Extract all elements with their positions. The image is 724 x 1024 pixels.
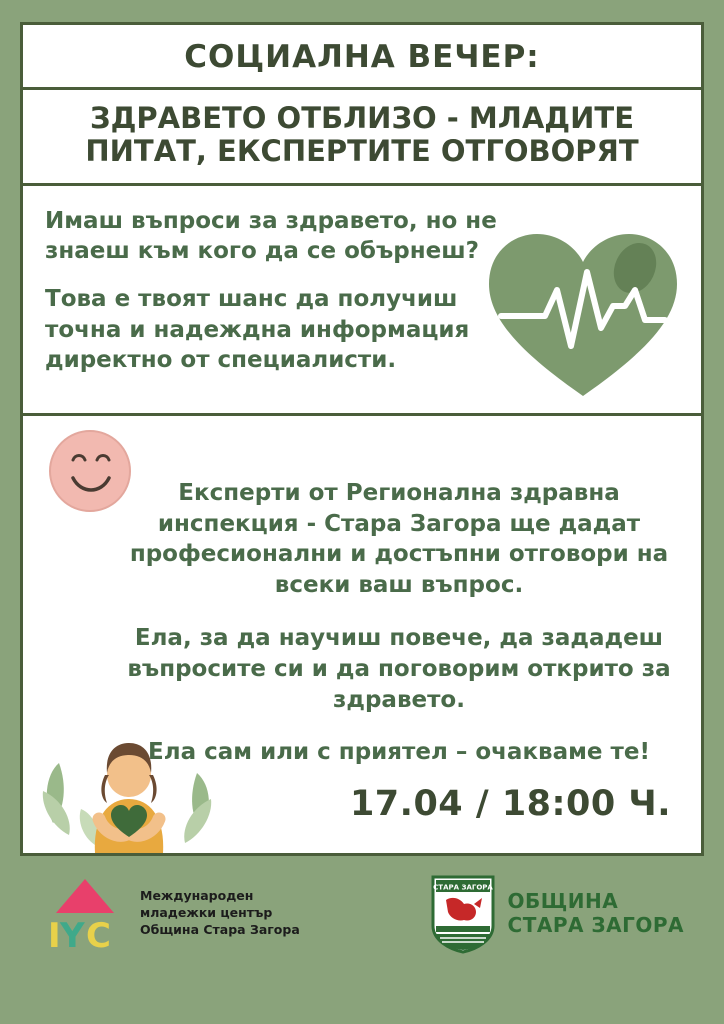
intro-paragraph-1: Имаш въпроси за здравето, но не знаеш към кого да се обърнеш?	[45, 207, 497, 265]
stara-zagora-coat-of-arms-icon	[430, 874, 496, 954]
main-paragraph-1: Експерти от Регионална здравна инспекция - Стара Загора ще дадат професионални и достъпни отговори на всеки ваш въпрос.	[129, 479, 669, 599]
municipality-line-2: СТАРА ЗАГОРА	[507, 912, 684, 937]
svg-text:I: I	[48, 915, 61, 955]
municipality-line-1: ОБЩИНА	[507, 889, 619, 914]
main-text	[41, 434, 683, 769]
svg-text:C: C	[86, 915, 111, 955]
main-block	[20, 416, 704, 856]
title-block	[20, 22, 704, 186]
iyc-caption	[140, 888, 300, 939]
page-title-line-2: ЗДРАВЕТО ОТБЛИЗО - МЛАДИТЕ ПИТАТ, ЕКСПЕРТИТЕ ОТГОВОРЯТ	[85, 101, 639, 169]
municipality-name	[508, 890, 684, 937]
event-datetime: 17.04 / 18:00 Ч.	[349, 784, 671, 825]
intro-text	[45, 206, 515, 376]
main-paragraph-3: Ела сам или с приятел – очакваме те!	[148, 739, 650, 766]
iyc-caption-line-2: младежки център	[140, 905, 273, 921]
intro-paragraph-2: Това е твоят шанс да получиш точна и надеждна информация директно от специалисти.	[45, 286, 470, 374]
svg-text:Y: Y	[60, 915, 85, 955]
municipality-block	[430, 874, 684, 954]
main-paragraph-2: Ела, за да научиш повече, да зададеш въпросите си и да поговорим открито за здравето.	[127, 624, 671, 713]
footer	[20, 856, 704, 966]
iyc-caption-line-3: Община Стара Загора	[140, 922, 300, 938]
svg-text:СТАРА ЗАГОРА: СТАРА ЗАГОРА	[432, 883, 493, 892]
iyc-logo-icon	[42, 873, 128, 955]
iyc-caption-line-1: Международен	[140, 888, 254, 904]
page-title-line-1: СОЦИАЛНА ВЕЧЕР:	[23, 25, 701, 90]
intro-block	[20, 186, 704, 416]
